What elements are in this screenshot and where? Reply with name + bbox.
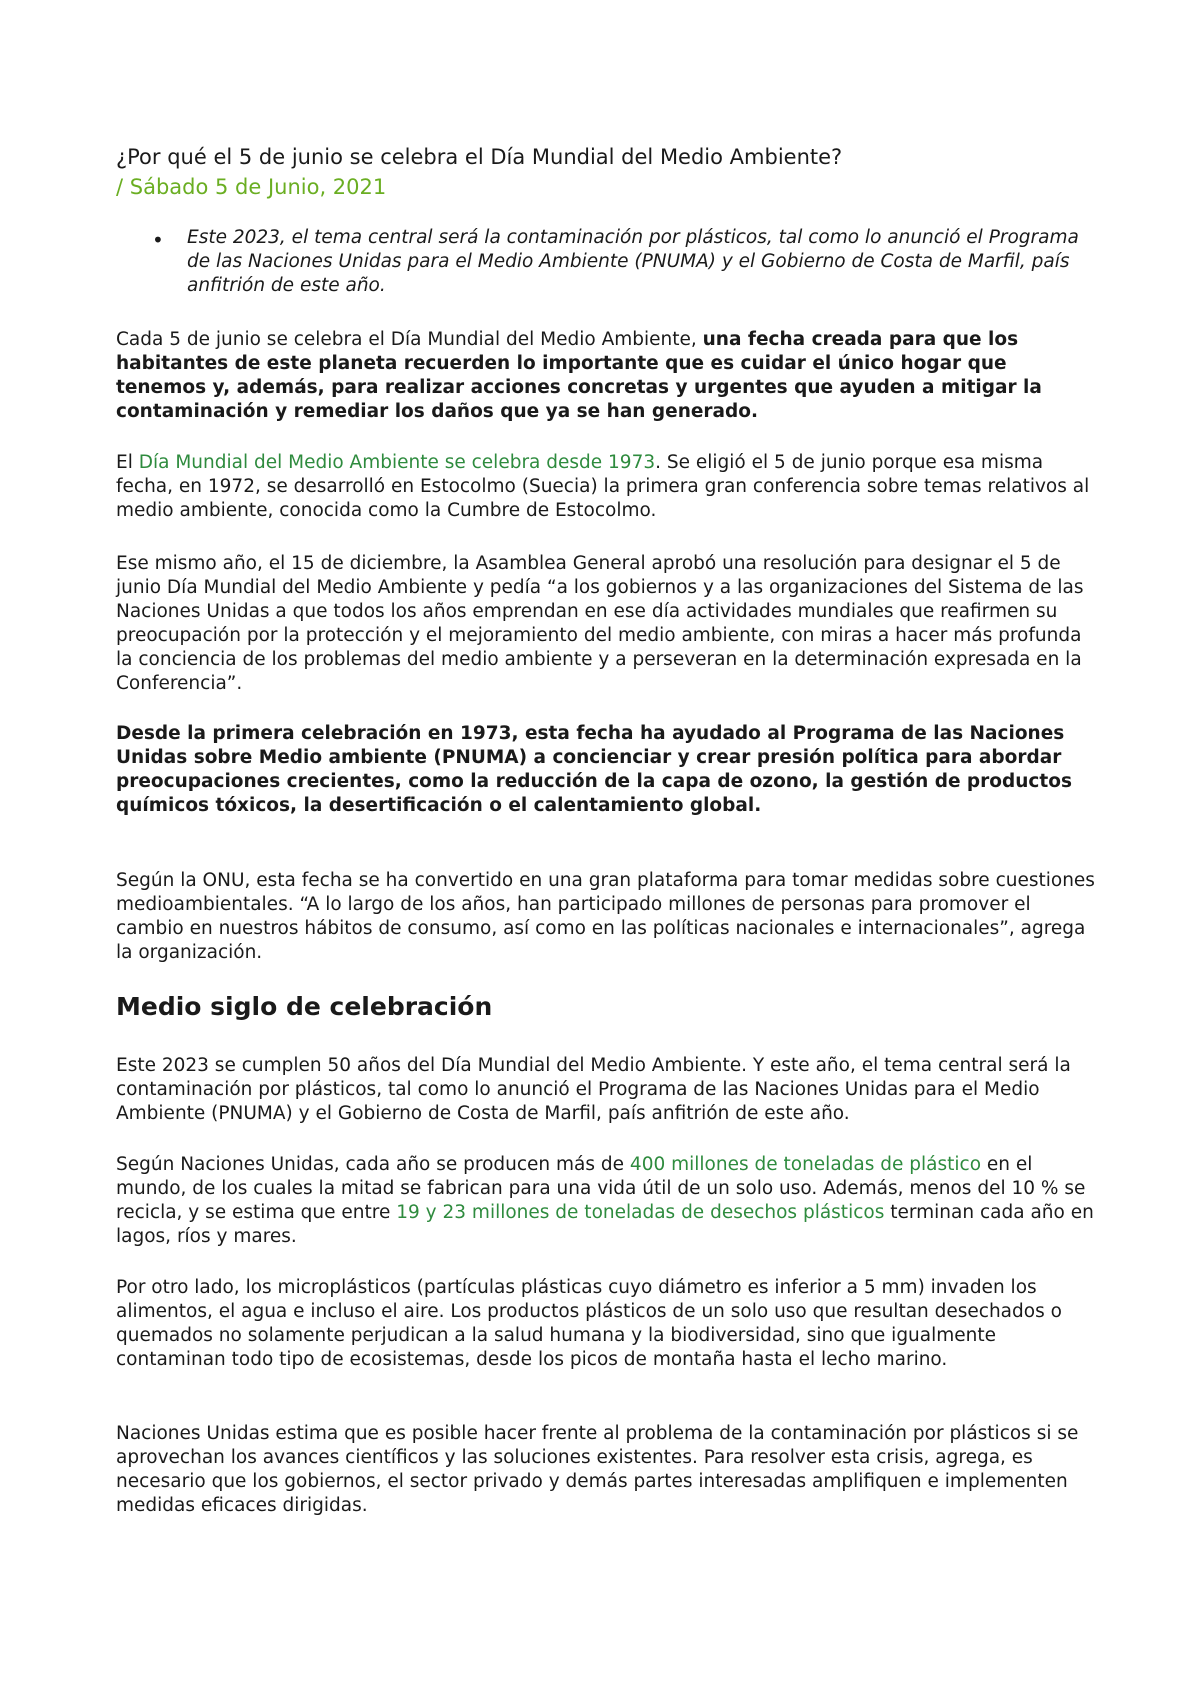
paragraph-7-text-a: Según Naciones Unidas, cada año se producen más de — [116, 1154, 630, 1175]
paragraph-9: Naciones Unidas estima que es posible hacer frente al problema de la contaminación por plásticos si se aprovechan los avances científicos y las soluciones existentes. Para resolver esta crisis, agrega, es necesario que los gobiernos, el sector privado y demás partes interesadas amplifiquen e implementen medidas eficaces dirigidas. — [116, 1423, 1079, 1516]
paragraph-1 — [116, 328, 1096, 424]
paragraph-5: Según la ONU, esta fecha se ha convertido en una gran plataforma para tomar medidas sobre cuestiones medioambientales. “A lo largo de los años, han participado millones de personas para promover el cambio en nuestros hábitos de consumo, así como en las políticas nacionales e internacionales”, agrega la organización. — [116, 870, 1095, 963]
summary-bullet-text: Este 2023, el tema central será la contaminación por plásticos, tal como lo anunció el Programa de las Naciones Unidas para el Medio Ambiente (PNUMA) y el Gobierno de Costa de Marfil, país anfitrión de este año. — [187, 227, 1079, 296]
paragraph-2-text-a: El — [116, 452, 139, 473]
article-date: / Sábado 5 de Junio, 2021 — [116, 175, 387, 199]
paragraph-2 — [116, 451, 1096, 523]
paragraph-3: Ese mismo año, el 15 de diciembre, la Asamblea General aprobó una resolución para designar el 5 de junio Día Mundial del Medio Ambiente y pedía “a los gobiernos y a las organizaciones del Sistema de las Naciones Unidas a que todos los años emprendan en ese día actividades mundiales que reafirmen su preocupación por la protección y el mejoramiento del medio ambiente, con miras a hacer más profunda la conciencia de los problemas del medio ambiente y a perseveran en la determinación expresada en la Conferencia”. — [116, 553, 1084, 694]
article-title: ¿Por qué el 5 de junio se celebra el Día Mundial del Medio Ambiente? — [116, 145, 843, 169]
paragraph-4-bold: Desde la primera celebración en 1973, esta fecha ha ayudado al Programa de las Naciones Unidas sobre Medio ambiente (PNUMA) a concienciar y crear presión política para abordar preocupaciones crecientes, como la reducción de la capa de ozono, la gestión de productos químicos tóxicos, la desertificación o el calentamiento global. — [116, 723, 1072, 816]
paragraph-7-text-b: en el mundo, de los cuales la mitad se fabrican para una vida útil de un solo uso. Además, menos del 10 % se recicla, y se estima que entre — [116, 1154, 1086, 1223]
section-heading: Medio siglo de celebración — [116, 992, 493, 1021]
paragraph-1-bold: una fecha creada para que los habitantes de este planeta recuerden lo importante que es cuidar el único hogar que tenemos y, además, para realizar acciones concretas y urgentes que ayuden a mitigar la contaminación y remediar los daños que ya se han generado. — [116, 329, 1042, 422]
bullet-dot-icon: • — [152, 228, 164, 252]
paragraph-7-link-2[interactable]: 19 y 23 millones de toneladas de desechos plásticos — [396, 1202, 885, 1223]
paragraph-7 — [116, 1153, 1096, 1249]
paragraph-2-text-b: . Se eligió el 5 de junio porque esa misma fecha, en 1972, se desarrolló en Estocolmo (Suecia) la primera gran conferencia sobre temas relativos al medio ambiente, conocida como la Cumbre de Estocolmo. — [116, 452, 1090, 521]
paragraph-8: Por otro lado, los microplásticos (partículas plásticas cuyo diámetro es inferior a 5 mm) invaden los alimentos, el agua e incluso el aire. Los productos plásticos de un solo uso que resultan desechados o quemados no solamente perjudican a la salud humana y la biodiversidad, sino que igualmente contaminan todo tipo de ecosistemas, desde los picos de montaña hasta el lecho marino. — [116, 1277, 1062, 1370]
paragraph-7-text-c: terminan cada año en lagos, ríos y mares. — [116, 1202, 1094, 1247]
paragraph-2-link[interactable]: Día Mundial del Medio Ambiente se celebra desde 1973 — [138, 452, 656, 473]
paragraph-6: Este 2023 se cumplen 50 años del Día Mundial del Medio Ambiente. Y este año, el tema central será la contaminación por plásticos, tal como lo anunció el Programa de las Naciones Unidas para el Medio Ambiente (PNUMA) y el Gobierno de Costa de Marfil, país anfitrión de este año. — [116, 1055, 1071, 1124]
paragraph-1-text: Cada 5 de junio se celebra el Día Mundial del Medio Ambiente, — [116, 329, 703, 350]
paragraph-7-link-1[interactable]: 400 millones de toneladas de plástico — [629, 1154, 982, 1175]
